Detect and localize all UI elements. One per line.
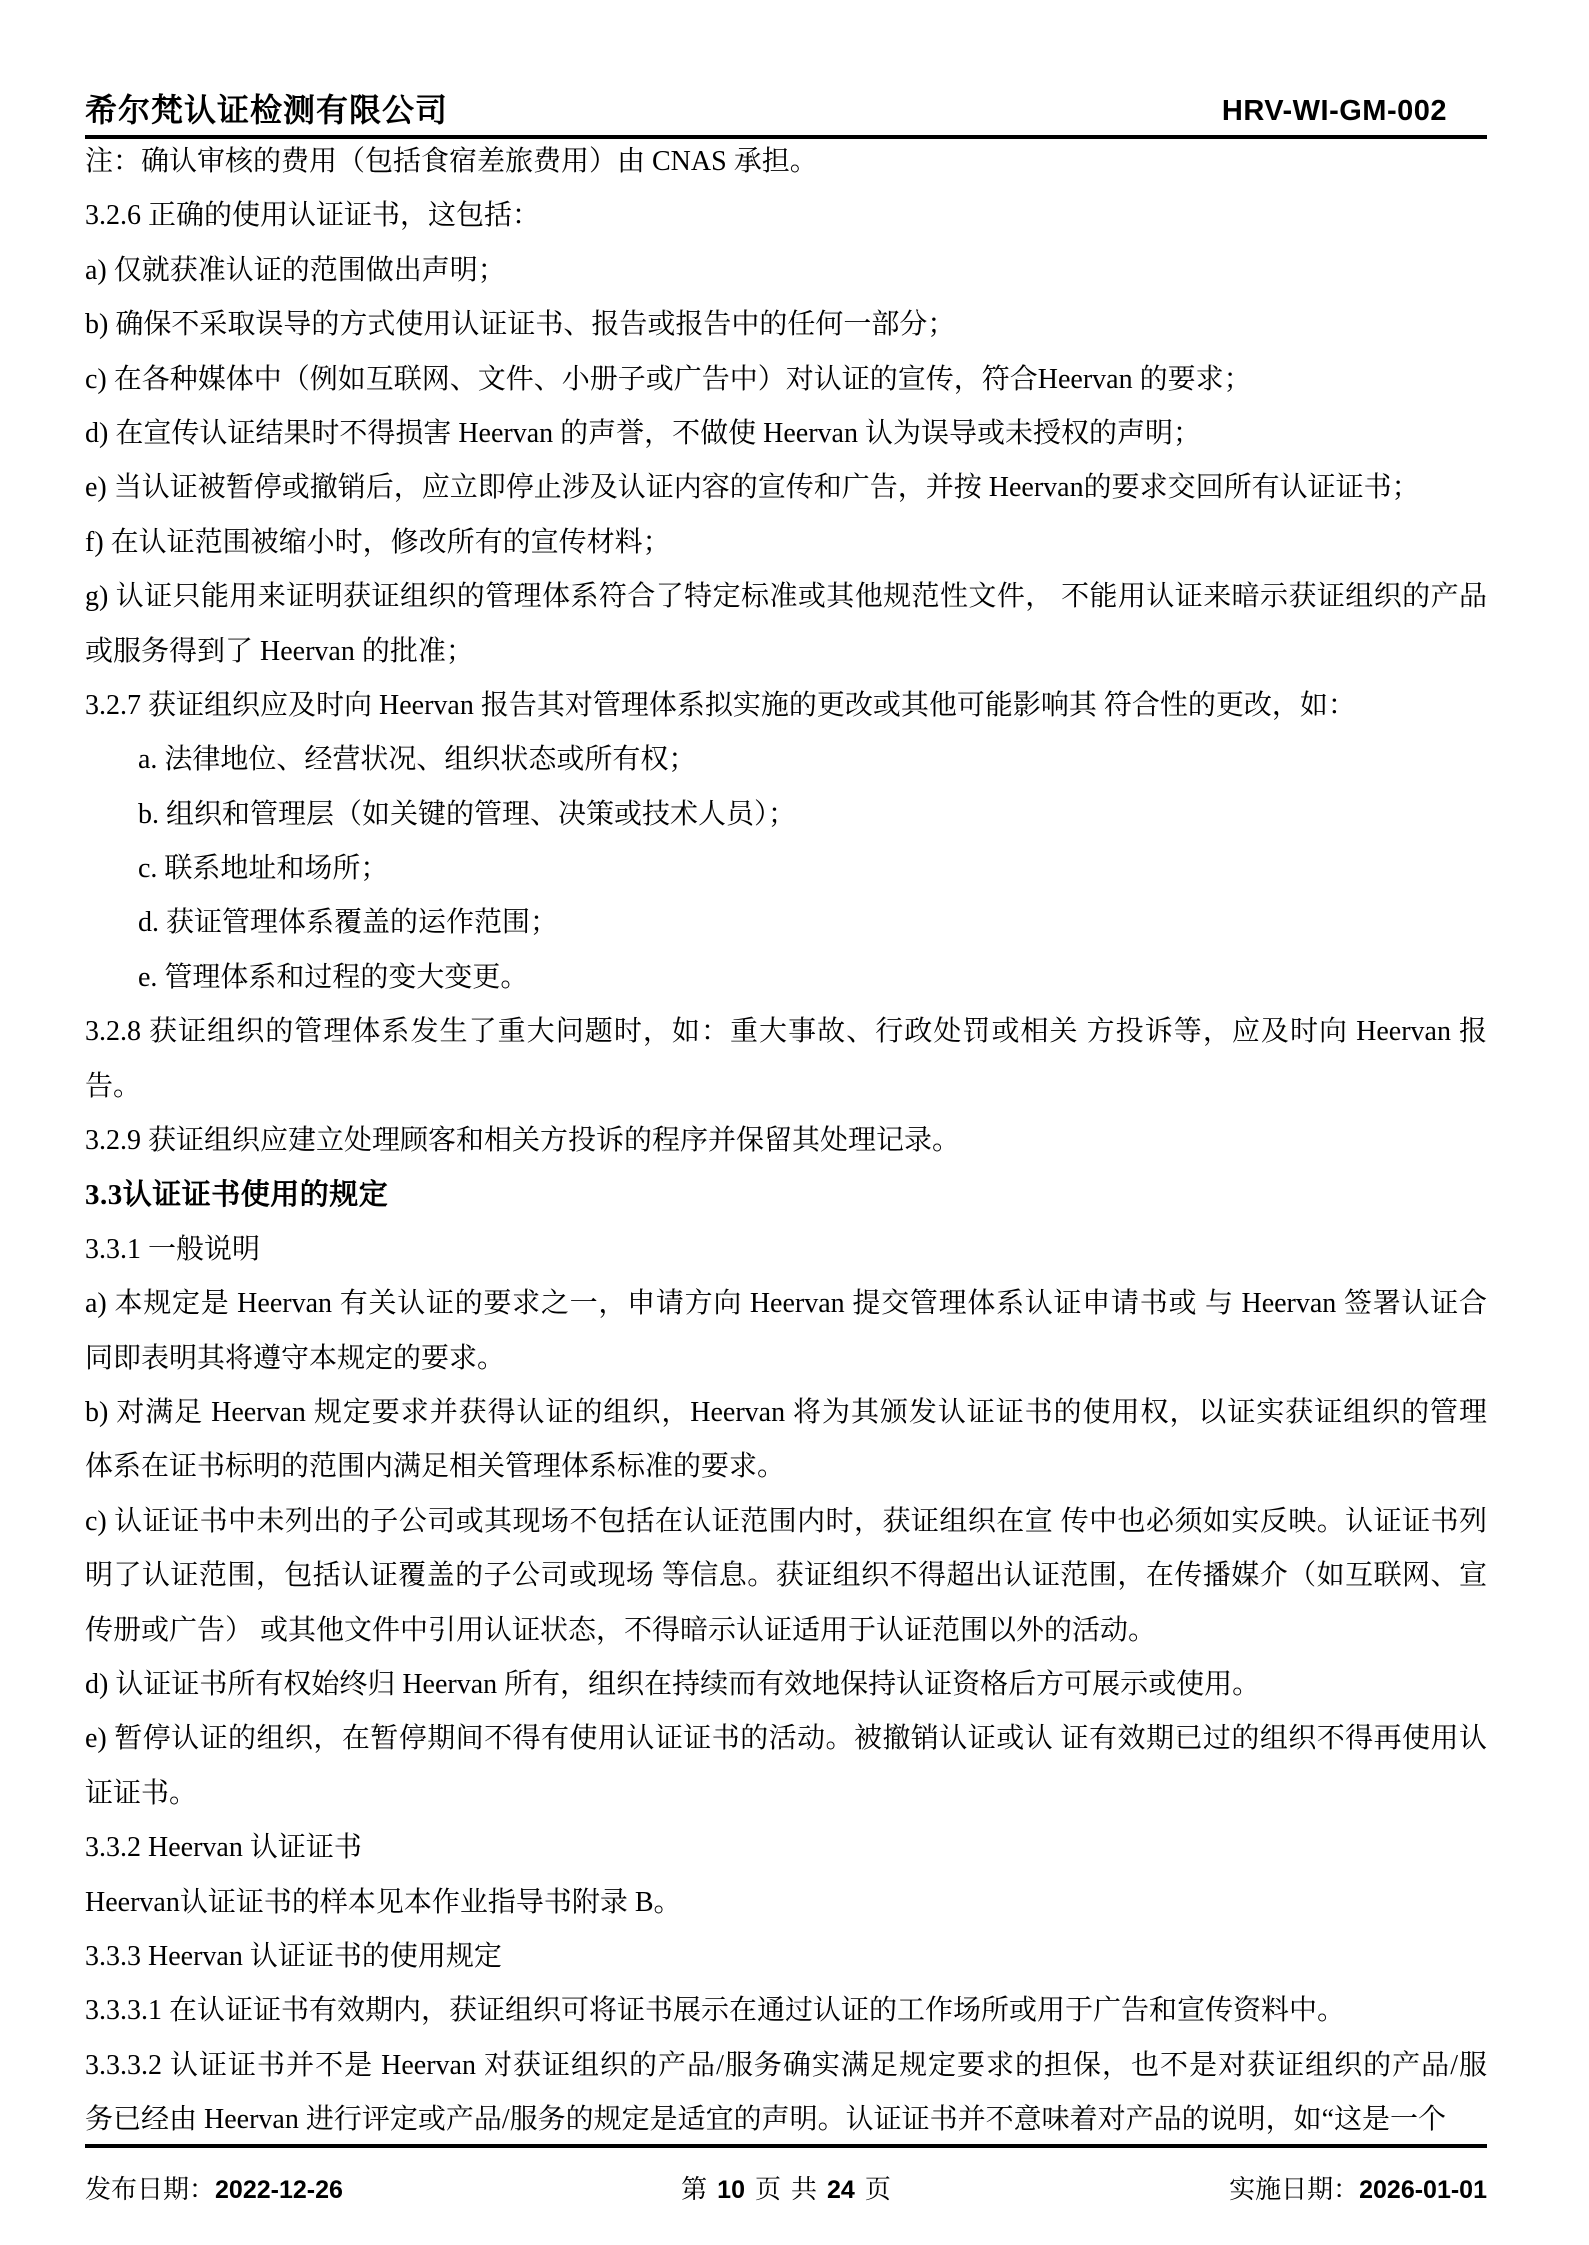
page-number: 10: [717, 2175, 745, 2204]
body-line: d) 在宣传认证结果时不得损害 Heervan 的声誉，不做使 Heervan 认为误导或未授权的声明；: [85, 417, 1201, 449]
body-line: 传册或广告） 或其他文件中引用认证状态，不得暗示认证适用于认证范围以外的活动。: [85, 1614, 1157, 1646]
body-line: 体系在证书标明的范围内满足相关管理体系标准的要求。: [85, 1451, 786, 1483]
page-indicator: [676, 2169, 896, 2206]
implement-date-value: 2026-01-01: [1359, 2175, 1487, 2204]
body-line: c. 联系地址和场所；: [138, 853, 389, 885]
body-line: a. 法律地位、经营状况、组织状态或所有权；: [138, 744, 697, 776]
page-total: 24: [827, 2175, 855, 2204]
body-line: 注：确认审核的费用（包括食宿差旅费用）由 CNAS 承担。: [85, 146, 818, 177]
body-line: c) 认证证书中未列出的子公司或其现场不包括在认证范围内时，获证组织在宣 传中也必须如实反映。认证证书列: [85, 1505, 1487, 1537]
body-line: b. 组织和管理层（如关键的管理、决策或技术人员）；: [138, 798, 797, 830]
body-line: g) 认证只能用来证明获证组织的管理体系符合了特定标准或其他规范性文件， 不能用认证来暗示获证组织的产品: [85, 581, 1487, 613]
body-line: c) 在各种媒体中（例如互联网、文件、小册子或广告中）对认证的宣传，符合Heervan 的要求；: [85, 363, 1252, 395]
body-line: a) 仅就获准认证的范围做出声明；: [85, 254, 506, 286]
body-line: d) 认证证书所有权始终归 Heervan 所有，组织在持续而有效地保持认证资格后方可展示或使用。: [85, 1668, 1261, 1700]
page-indicator-word-3: 共: [791, 2174, 818, 2204]
body-line: 证证书。: [85, 1777, 198, 1809]
publish-date-value: 2022-12-26: [215, 2175, 343, 2204]
body-line: e. 管理体系和过程的变大变更。: [138, 961, 529, 993]
document-body: [85, 135, 1487, 2147]
implement-date: [1229, 2169, 1487, 2206]
body-line: 3.3.3 Heervan 认证证书的使用规定: [85, 1940, 502, 1972]
page-indicator-word-2: 页: [754, 2174, 781, 2204]
body-line: 3.3.1 一般说明: [85, 1233, 261, 1265]
publish-date-label: 发布日期：: [85, 2174, 216, 2204]
publish-date: [85, 2169, 343, 2206]
body-line: f) 在认证范围被缩小时，修改所有的宣传材料；: [85, 526, 671, 558]
body-line: d. 获证管理体系覆盖的运作范围；: [138, 907, 559, 939]
company-name: 希尔梵认证检测有限公司: [85, 92, 449, 128]
body-line: 3.2.9 获证组织应建立处理顾客和相关方投诉的程序并保留其处理记录。: [85, 1125, 961, 1157]
page-footer: [85, 2170, 1487, 2204]
body-line: b) 确保不采取误导的方式使用认证证书、报告或报告中的任何一部分；: [85, 309, 956, 341]
body-line: 3.3.2 Heervan 认证证书: [85, 1832, 362, 1864]
body-line: 3.3.3.1 在认证证书有效期内，获证组织可将证书展示在通过认证的工作场所或用于广告和宣传资料中。: [85, 1995, 1346, 2027]
footer-rule: [85, 2144, 1487, 2148]
implement-date-label: 实施日期：: [1229, 2174, 1360, 2204]
body-line: a) 本规定是 Heervan 有关认证的要求之一，申请方向 Heervan 提交管理体系认证申请书或 与 Heervan 签署认证合: [85, 1288, 1487, 1320]
body-line: 3.2.7 获证组织应及时向 Heervan 报告其对管理体系拟实施的更改或其他可能影响其 符合性的更改，如：: [85, 689, 1356, 721]
section-heading: 3.3认证证书使用的规定: [85, 1179, 389, 1212]
body-line: 明了认证范围，包括认证覆盖的子公司或现场 等信息。获证组织不得超出认证范围，在传播媒介（如互联网、宣: [85, 1560, 1487, 1592]
page-header: [85, 92, 1487, 139]
page-indicator-word-4: 页: [864, 2174, 891, 2204]
body-line: 或服务得到了 Heervan 的批准；: [85, 635, 474, 667]
body-line: 告。: [85, 1070, 142, 1102]
body-line: 3.3.3.2 认证证书并不是 Heervan 对获证组织的产品/服务确实满足规定要求的担保，也不是对获证组织的产品/服: [85, 2049, 1487, 2081]
body-line: e) 暂停认证的组织，在暂停期间不得有使用认证证书的活动。被撤销认证或认 证有效期已过的组织不得再使用认: [85, 1723, 1487, 1755]
page-indicator-word-1: 第: [681, 2174, 708, 2204]
body-line: b) 对满足 Heervan 规定要求并获得认证的组织，Heervan 将为其颁发认证证书的使用权，以证实获证组织的管理: [85, 1396, 1487, 1428]
body-line: Heervan认证证书的样本见本作业指导书附录 B。: [85, 1886, 682, 1918]
body-line: 同即表明其将遵守本规定的要求。: [85, 1342, 506, 1374]
body-line: 3.2.6 正确的使用认证证书，这包括：: [85, 200, 541, 232]
document-code: HRV-WI-GM-002: [1221, 95, 1447, 127]
body-line: 务已经由 Heervan 进行评定或产品/服务的规定是适宜的声明。认证证书并不意味着对产品的说明，如“这是一个: [85, 2104, 1447, 2136]
body-line: 3.2.8 获证组织的管理体系发生了重大问题时，如：重大事故、行政处罚或相关 方投诉等，应及时向 Heervan 报: [85, 1016, 1487, 1048]
body-line: e) 当认证被暂停或撤销后，应立即停止涉及认证内容的宣传和广告，并按 Heervan的要求交回所有认证证书；: [85, 472, 1420, 504]
